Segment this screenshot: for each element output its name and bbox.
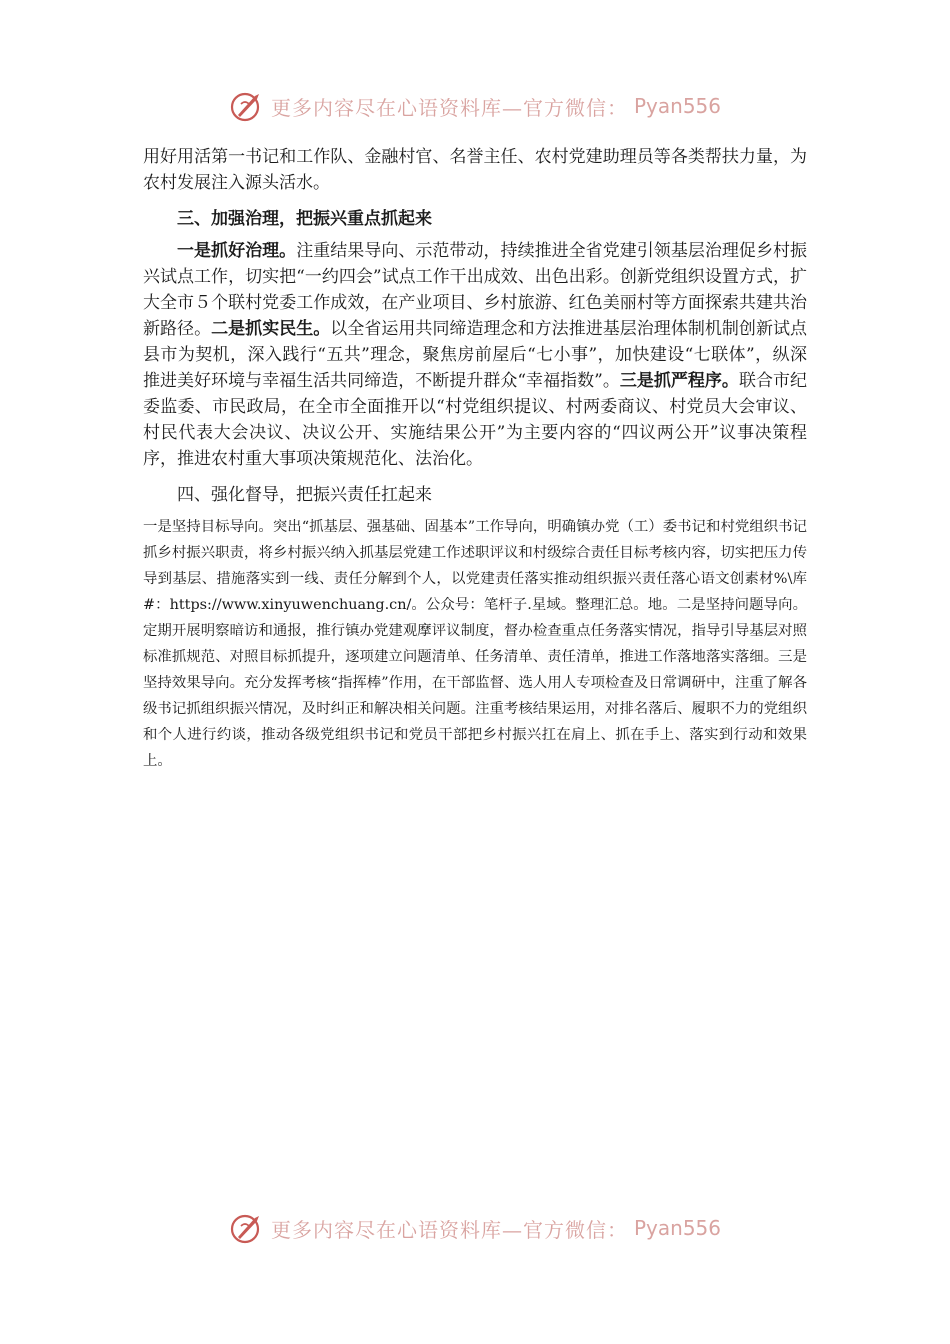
paragraph-continuation: 用好用活第一书记和工作队、金融村官、名誉主任、农村党建助理员等各类帮扶力量，为农村发展注入源头活水。 <box>143 147 807 193</box>
section-heading-3: 三、加强治理，把振兴重点抓起来 <box>177 209 432 229</box>
lead-phrase-2: 二是抓实民生。 <box>211 319 331 339</box>
paragraph-supervision: 一是坚持目标导向。突出“抓基层、强基础、固基本”工作导向，明确镇办党（工）委书记和村党组织书记抓乡村振兴职责，将乡村振兴纳入抓基层党建工作述职评议和村级综合责任目标考核内容，切实把压力传导到基层、措施落实到一线、责任分解到个人，以党建责任落实推动组织振兴责任落心语文创素材%\库#：https://www.xinyuwenchuang.cn/。公众号：笔杆子.星域。整理汇总。地。二是坚持问题导向。定期开展明察暗访和通报，推行镇办党建观摩评议制度，督办检查重点任务落实情况，指导引导基层对照标准抓规范、对照目标抓提升，逐项建立问题清单、任务清单、责任清单，推进工作落地落实落细。三是坚持效果导向。充分发挥考核“指挥棒”作用，在干部监督、选人用人专项检查及日常调研中，注重了解各级书记抓组织振兴情况，及时纠正和解决相关问题。注重考核结果运用，对排名落后、履职不力的党组织和个人进行约谈，推动各级党组织书记和党员干部把乡村振兴扛在肩上、抓在手上、落实到行动和效果上。 <box>143 519 807 769</box>
watermark-header <box>0 86 950 126</box>
pen-circle-logo-icon <box>229 1210 265 1246</box>
watermark-handle: Pyan556 <box>633 94 721 118</box>
lead-phrase-1: 一是抓好治理。 <box>177 241 297 261</box>
pen-circle-logo-icon <box>229 88 265 124</box>
watermark-handle: Pyan556 <box>633 1216 721 1240</box>
governance-text-1: 注重结果导向、示范带动，持续推进全省党建引领基层治理促乡村振兴试点工作，切实把“一约四会”试点工作干出成效、出色出彩。创新党组织设置方式，扩大全市５个联村党委工作成效，在产业项目、乡村旅游、红色美丽村等方面探索共建共治新路径。 <box>143 241 808 339</box>
document-body <box>143 144 807 774</box>
paragraph-governance <box>143 238 807 472</box>
governance-text-2: 以全省运用共同缔造理念和方法推进基层治理体制机制创新试点县市为契机，深入践行“五共”理念，聚焦房前屋后“七小事”，加快建设“七联体”，纵深推进美好环境与幸福生活共同缔造，不断提升群众“幸福指数”。 <box>143 319 808 391</box>
lead-phrase-3: 三是抓严程序。 <box>619 371 739 391</box>
section-heading-4: 四、强化督导，把振兴责任扛起来 <box>177 485 432 505</box>
governance-text-3: 联合市纪委监委、市民政局，在全市全面推开以“村党组织提议、村两委商议、村党员大会审议、村民代表大会决议、决议公开、实施结果公开”为主要内容的“四议两公开”议事决策程序，推进农村重大事项决策规范化、法治化。 <box>143 371 807 469</box>
watermark-footer <box>0 1208 950 1248</box>
watermark-text: 更多内容尽在心语资料库—官方微信： <box>270 95 628 120</box>
watermark-text: 更多内容尽在心语资料库—官方微信： <box>270 1217 628 1242</box>
